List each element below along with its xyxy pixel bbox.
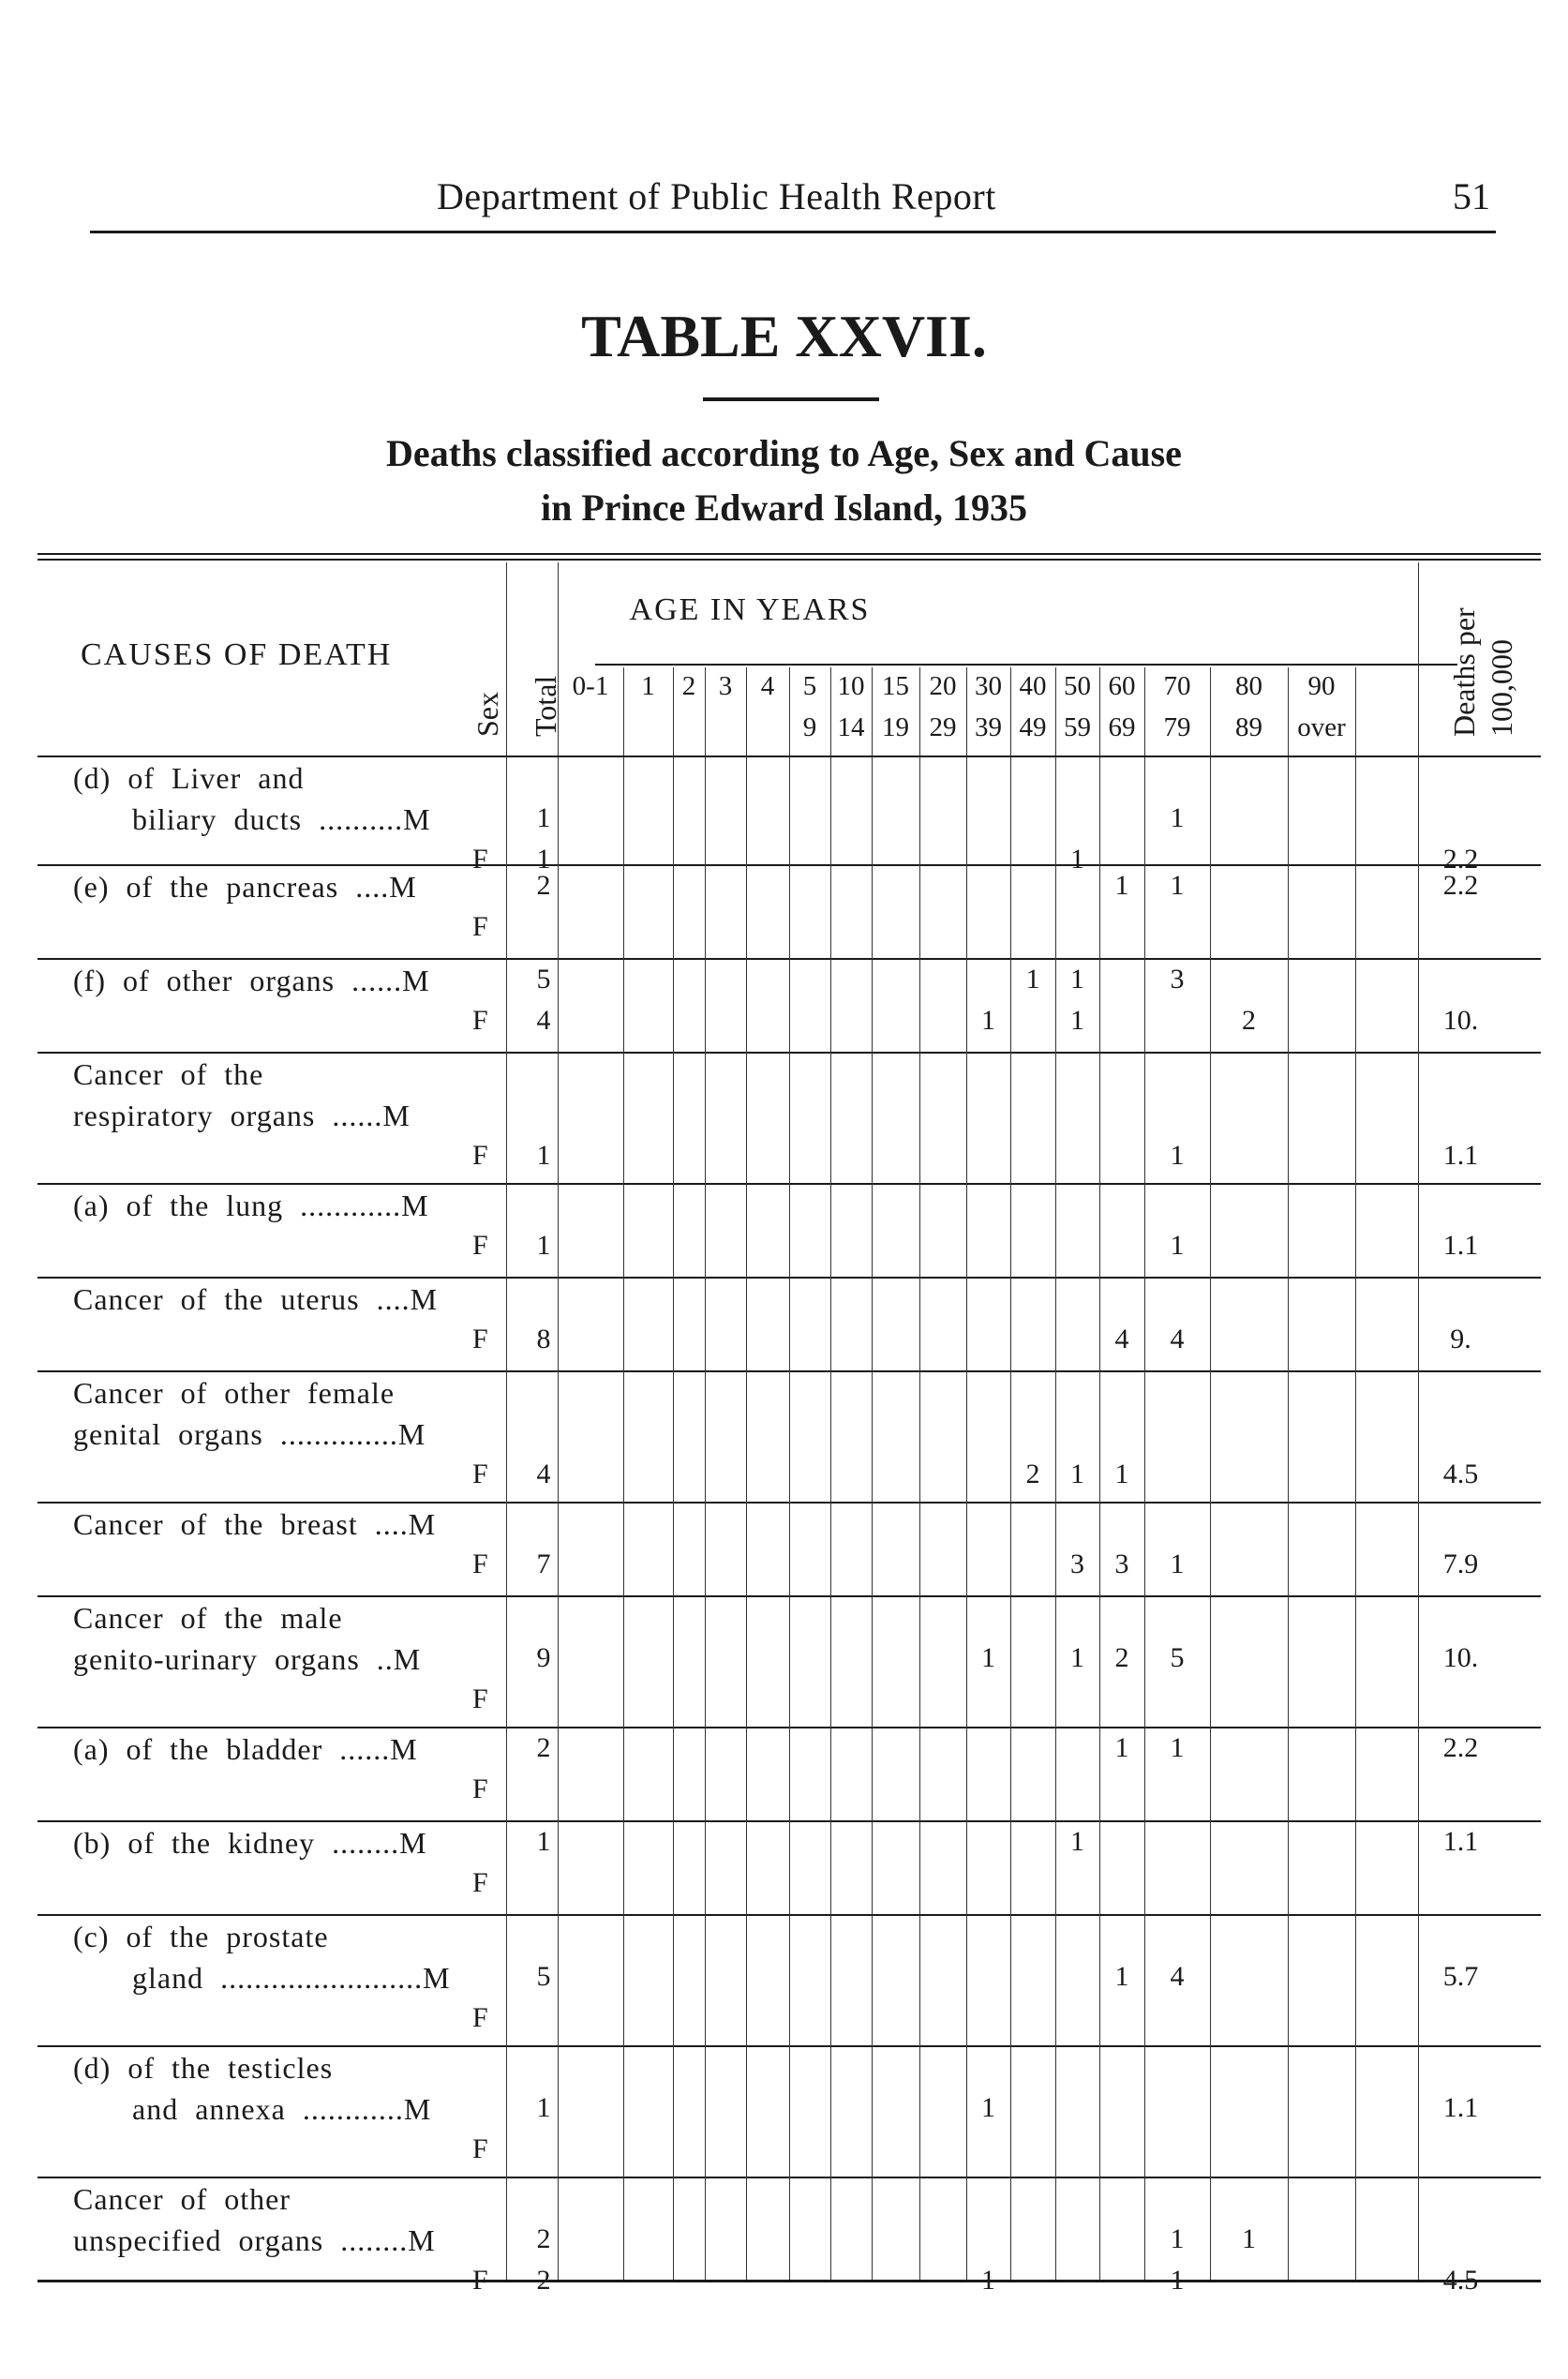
age-count-cell: 1	[981, 1642, 995, 1673]
cause-label: Cancer of the male	[73, 1601, 343, 1635]
sex-label: F	[472, 844, 488, 875]
column-rule	[506, 562, 507, 2280]
age-group-label-lower: 59	[1064, 712, 1091, 742]
rate-cell: 4.5	[1442, 1459, 1479, 1489]
table-subtitle-line1: Deaths classified according to Age, Sex and Cause	[386, 432, 1182, 474]
age-count-cell: 1	[1070, 844, 1084, 875]
column-rule	[830, 667, 831, 2280]
age-count-cell: 1	[1070, 1642, 1084, 1673]
column-rule	[558, 562, 559, 2280]
total-cell: 8	[536, 1324, 551, 1354]
cause-label: gland ........................M	[73, 1961, 451, 1995]
age-count-cell: 1	[1242, 2223, 1256, 2254]
rate-cell: 1.1	[1442, 1230, 1479, 1261]
cause-label: (e) of the pancreas ....M	[73, 870, 417, 904]
age-count-cell: 1	[1170, 2265, 1185, 2296]
age-group-label: 2	[681, 671, 696, 701]
column-rule	[872, 667, 873, 2280]
age-count-cell: 4	[1170, 1961, 1185, 1992]
total-cell: 4	[536, 1459, 551, 1489]
column-rule	[673, 667, 674, 2280]
table-bottom-rule	[37, 2280, 1541, 2282]
cause-label: (d) of Liver and	[73, 761, 305, 795]
total-cell: 5	[536, 1961, 551, 1992]
age-count-cell: 2	[1114, 1642, 1129, 1673]
sex-label: F	[472, 1773, 488, 1804]
age-group-label: 30	[975, 671, 1002, 701]
age-group-label: 1	[641, 671, 655, 701]
total-cell: 1	[536, 1230, 551, 1261]
rate-heading-line2: 100,000	[1485, 639, 1518, 737]
sex-label: F	[472, 1549, 488, 1579]
age-count-cell: 3	[1114, 1549, 1129, 1579]
cause-label: genital organs ..............M	[73, 1417, 426, 1451]
cause-label: Cancer of the	[73, 1057, 264, 1091]
total-cell: 1	[536, 2092, 551, 2123]
column-rule	[966, 667, 967, 2280]
cause-label: unspecified organs ........M	[73, 2223, 436, 2257]
column-rule	[1210, 667, 1211, 2280]
column-rule	[746, 667, 747, 2280]
sex-label: F	[472, 1140, 488, 1171]
age-group-label: 80	[1235, 671, 1262, 701]
age-count-cell: 2	[1242, 1005, 1256, 1036]
rate-cell: 2.2	[1442, 870, 1479, 901]
age-group-label: 10	[837, 671, 865, 701]
cause-label: (d) of the testicles	[73, 2051, 334, 2085]
age-group-label: 70	[1163, 671, 1191, 701]
age-group-label: 90	[1307, 671, 1336, 701]
age-count-cell: 1	[1170, 1140, 1185, 1171]
age-count-cell: 3	[1170, 964, 1185, 995]
cause-label: Cancer of the uterus ....M	[73, 1282, 439, 1316]
sex-label: F	[472, 1230, 488, 1261]
age-count-cell: 1	[1170, 1549, 1185, 1579]
rate-cell: 2.2	[1442, 844, 1479, 875]
cause-label: biliary ducts ..........M	[73, 802, 431, 836]
cause-label: (f) of other organs ......M	[73, 964, 430, 997]
running-title: Department of Public Health Report	[437, 175, 996, 217]
age-heading-rule	[595, 664, 1457, 666]
rate-cell: 9.	[1450, 1324, 1471, 1354]
sex-label: F	[472, 1459, 488, 1489]
total-cell: 4	[536, 1005, 551, 1036]
age-count-cell: 1	[1170, 2223, 1185, 2254]
age-group-label-lower: 9	[802, 712, 817, 742]
age-count-cell: 1	[1070, 1005, 1084, 1036]
rate-heading-line1: Deaths per	[1447, 607, 1481, 737]
age-group-label-lower: over	[1297, 712, 1346, 742]
rate-cell: 2.2	[1442, 1732, 1479, 1763]
age-group-label-lower: 89	[1235, 712, 1262, 742]
table-subtitle-line2: in Prince Edward Island, 1935	[541, 486, 1027, 529]
rate-cell: 4.5	[1442, 2265, 1479, 2296]
age-count-cell: 2	[1025, 1459, 1040, 1489]
column-rule	[919, 667, 920, 2280]
cause-label: Cancer of the breast ....M	[73, 1507, 437, 1541]
total-cell: 2	[536, 870, 551, 901]
age-count-cell: 5	[1170, 1642, 1185, 1673]
age-count-cell: 1	[981, 1005, 995, 1036]
rate-cell: 10.	[1442, 1642, 1479, 1673]
total-cell: 5	[536, 964, 551, 995]
sex-label: F	[472, 1324, 488, 1354]
age-group-label-lower: 29	[929, 712, 957, 742]
column-rule	[1355, 667, 1356, 2280]
age-count-cell: 1	[1170, 870, 1185, 901]
age-group-label: 0-1	[572, 671, 609, 701]
column-rule	[1010, 667, 1011, 2280]
table-title: TABLE XXVII.	[581, 303, 987, 369]
cause-label: (c) of the prostate	[73, 1920, 329, 1953]
sex-label: F	[472, 2265, 488, 2296]
sex-label: F	[472, 2002, 488, 2033]
sex-label: F	[472, 1867, 488, 1898]
age-count-cell: 1	[1114, 1961, 1129, 1992]
age-count-cell: 1	[1170, 802, 1185, 833]
title-rule	[703, 397, 879, 401]
age-count-cell: 1	[1114, 1459, 1129, 1489]
age-group-label: 15	[882, 671, 909, 701]
age-group-label-lower: 79	[1163, 712, 1191, 742]
age-count-cell: 1	[1025, 964, 1040, 995]
rate-cell: 7.9	[1442, 1549, 1479, 1579]
causes-heading: CAUSES OF DEATH	[81, 637, 393, 672]
rate-cell: 1.1	[1442, 1140, 1479, 1171]
sex-heading: Sex	[470, 692, 504, 737]
column-rule	[1055, 667, 1056, 2280]
total-cell: 1	[536, 802, 551, 833]
column-rule	[705, 667, 706, 2280]
age-count-cell: 1	[981, 2092, 995, 2123]
age-group-label: 5	[802, 671, 817, 701]
total-cell: 2	[536, 1732, 551, 1763]
age-group-label-lower: 69	[1108, 712, 1136, 742]
cause-label: Cancer of other female	[73, 1376, 396, 1410]
total-cell: 7	[536, 1549, 551, 1579]
age-group-label-lower: 49	[1019, 712, 1047, 742]
column-rule	[623, 667, 624, 2280]
age-group-label-lower: 39	[975, 712, 1002, 742]
cause-label: genito-urinary organs ..M	[73, 1642, 422, 1676]
total-cell: 2	[536, 2223, 551, 2254]
age-group-label: 40	[1019, 671, 1047, 701]
total-cell: 1	[536, 1140, 551, 1171]
sex-label: F	[472, 911, 488, 942]
rate-cell: 1.1	[1442, 2092, 1479, 2123]
page-header	[90, 174, 1496, 233]
age-count-cell: 1	[1170, 1230, 1185, 1261]
total-cell: 1	[536, 844, 551, 875]
total-cell: 9	[536, 1642, 551, 1673]
age-group-label-lower: 19	[882, 712, 909, 742]
rate-cell: 1.1	[1442, 1826, 1479, 1857]
page-number: 51	[1453, 175, 1490, 217]
cause-label: (a) of the bladder ......M	[73, 1732, 418, 1766]
sex-label: F	[472, 1683, 488, 1714]
column-rule	[1288, 667, 1289, 2280]
age-count-cell: 3	[1070, 1549, 1084, 1579]
cause-label: respiratory organs ......M	[73, 1099, 411, 1132]
sex-label: F	[472, 1005, 488, 1036]
column-rule	[1099, 667, 1100, 2280]
total-cell: 2	[536, 2265, 551, 2296]
column-rule	[789, 667, 790, 2280]
age-count-cell: 1	[1070, 1826, 1084, 1857]
age-count-cell: 1	[1070, 964, 1084, 995]
age-heading: AGE IN YEARS	[629, 592, 871, 627]
age-count-cell: 1	[1170, 1732, 1185, 1763]
cause-label: (a) of the lung ............M	[73, 1189, 429, 1222]
total-heading: Total	[529, 675, 562, 737]
age-group-label: 20	[929, 671, 957, 701]
column-rule	[1144, 667, 1145, 2280]
age-count-cell: 1	[1114, 870, 1129, 901]
rate-cell: 10.	[1442, 1005, 1479, 1036]
header-bottom-rule	[37, 756, 1541, 757]
age-count-cell: 4	[1114, 1324, 1129, 1354]
sex-label: F	[472, 2133, 488, 2164]
cause-label: Cancer of other	[73, 2182, 291, 2216]
age-group-label: 3	[718, 671, 733, 701]
age-count-cell: 1	[1114, 1732, 1129, 1763]
age-count-cell: 4	[1170, 1324, 1185, 1354]
age-group-label: 50	[1064, 671, 1091, 701]
column-rule	[1418, 562, 1419, 2280]
rate-cell: 5.7	[1442, 1961, 1479, 1992]
age-group-label-lower: 14	[837, 712, 865, 742]
age-group-label: 60	[1108, 671, 1136, 701]
age-count-cell: 1	[1070, 1459, 1084, 1489]
age-count-cell: 1	[981, 2265, 995, 2296]
cause-label: (b) of the kidney ........M	[73, 1826, 427, 1860]
total-cell: 1	[536, 1826, 551, 1857]
age-group-label: 4	[760, 671, 775, 701]
cause-label: and annexa ............M	[73, 2092, 432, 2126]
